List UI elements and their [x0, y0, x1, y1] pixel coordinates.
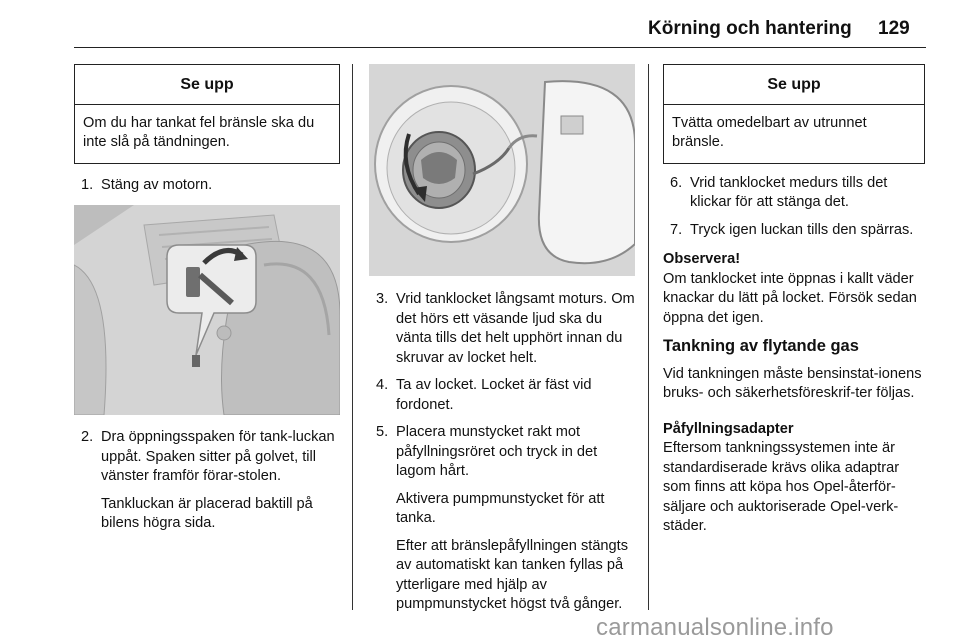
step-number: 1.: [81, 176, 94, 193]
column-2: [369, 64, 635, 615]
interior-lever-illustration: [74, 205, 340, 415]
step-1: [74, 176, 340, 196]
adapter-text: Eftersom tankningssystemen inte är standardiserade krävs olika adaptrar som finns att köpa hos Opel-återför-säljare och auktoriserade Opel-verk-städer.: [663, 440, 900, 534]
step-number: 2.: [81, 429, 94, 445]
header-rule: [74, 47, 926, 48]
column-3: [663, 64, 925, 537]
column-divider-1: [352, 64, 353, 610]
step-2: [74, 428, 340, 534]
caution-box: [74, 64, 340, 164]
step-5: [369, 423, 635, 615]
watermark: carmanualsonline.info: [596, 614, 834, 641]
column-1: [74, 64, 340, 534]
caution-text: Tvätta omedelbart av utrunnet bränsle.: [672, 114, 867, 150]
running-header-title: Körning och hantering: [648, 18, 852, 39]
step-text: Ta av locket. Locket är fäst vid fordonet.: [396, 377, 592, 413]
caution-text: Om du har tankat fel bränsle ska du inte slå på tändningen.: [83, 114, 315, 150]
step-note: Tankluckan är placerad baktill på bilens högra sida.: [101, 495, 313, 531]
step-7: [663, 221, 925, 241]
section-text: Vid tankningen måste bensinstat-ionens bruks- och säkerhetsföreskrif-ter följas.: [663, 365, 922, 401]
step-text: Dra öppningsspaken för tank-luckan uppåt. Spaken sitter på golvet, till vänster framför förar-stolen.: [101, 429, 335, 484]
notice-label: Observera!: [663, 251, 741, 267]
step-text: Tryck igen luckan tills den spärras.: [690, 221, 914, 238]
fuel-cap-illustration: [369, 64, 635, 276]
notice-text: Om tanklocket inte öppnas i kallt väder knackar du lätt på locket. Försök sedan öppna det igen.: [663, 270, 917, 326]
page-number: 129: [878, 18, 910, 39]
step-text: Placera munstycket rakt mot påfyllningsröret och tryck in det lagom hårt.: [396, 424, 598, 479]
fuel-cap-illustration-svg: [369, 64, 635, 276]
caution-title: Se upp: [664, 65, 924, 105]
step-note: Efter att bränslepåfyllningen stängts av automatiskt kan tanken fyllas på ytterligare med hjälp av pumpmunstycket högst två gånger.: [396, 537, 629, 612]
step-4: [369, 376, 635, 415]
step-text: Stäng av motorn.: [101, 176, 213, 193]
section-heading: Tankning av flytande gas: [663, 337, 859, 355]
adapter-label: Påfyllningsadapter: [663, 420, 794, 437]
step-6: [663, 174, 925, 213]
step-note: Aktivera pumpmunstycket för att tanka.: [396, 490, 605, 526]
column-divider-2: [648, 64, 649, 610]
step-number: 3.: [376, 291, 389, 307]
step-number: 7.: [670, 221, 683, 238]
caution-box: [663, 64, 925, 164]
step-number: 6.: [670, 174, 683, 191]
caution-title: Se upp: [75, 65, 339, 105]
step-3: [369, 290, 635, 368]
step-text: Vrid tanklocket medurs tills det klickar för att stänga det.: [690, 174, 888, 210]
step-number: 4.: [376, 377, 389, 393]
step-number: 5.: [376, 424, 389, 440]
lever-illustration-svg: [74, 205, 340, 415]
step-text: Vrid tanklocket långsamt moturs. Om det hörs ett väsande ljud ska du vänta tills det helt upphört innan du skruvar av locket helt.: [396, 291, 635, 366]
